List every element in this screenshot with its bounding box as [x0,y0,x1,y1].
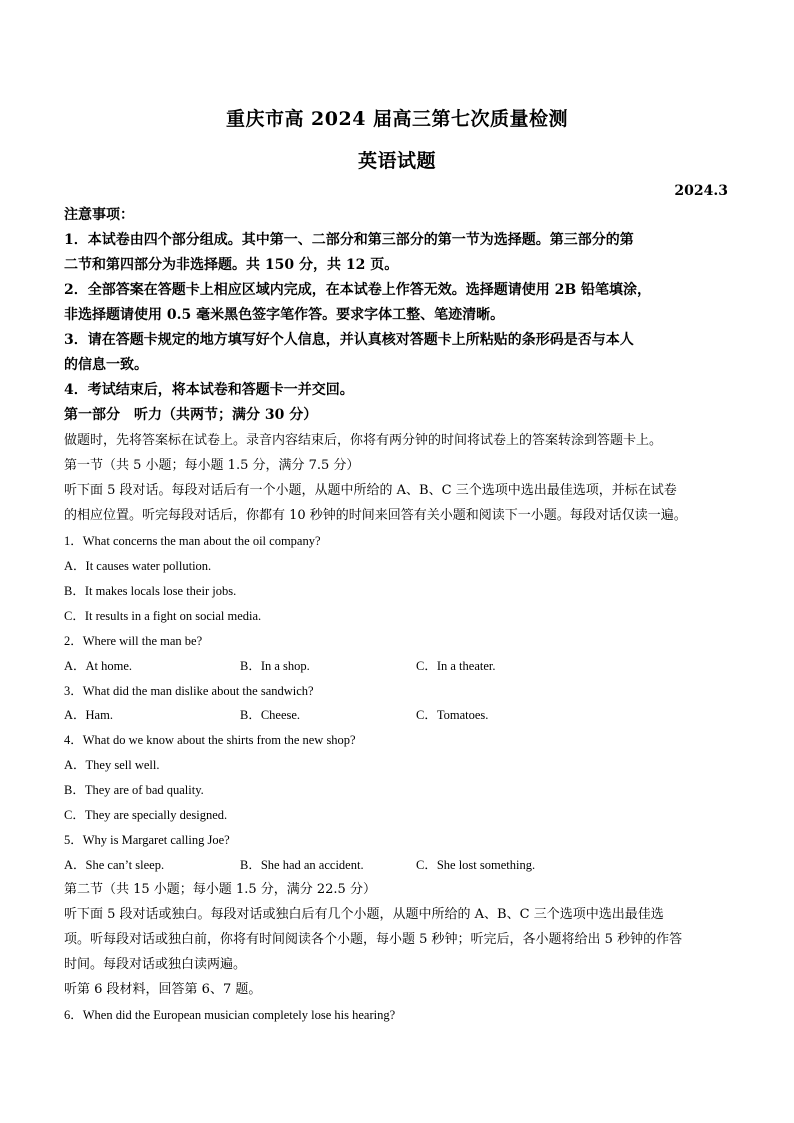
exam-title: 重庆市高 2024 届高三第七次质量检测 [225,108,569,130]
section2-instruction: 时间。每段对话或独白读两遍。 [64,957,247,972]
material-6-note: 听第 6 段材料，回答第 6、7 题。 [64,982,262,997]
notice-line: 的信息一致。 [64,357,148,373]
notice-line: 非选择题请使用 0.5 毫米黑色签字笔作答。要求字体工整、笔迹清晰。 [64,307,505,323]
q1-option-a: A．It causes water pollution. [64,559,212,573]
q4-option-b: B．They are of bad quality. [64,783,204,797]
section2-instruction: 听下面 5 段对话或独白。每段对话或独白后有几个小题，从题中所给的 A、B、C 三个选项中选出最佳选 [64,907,664,922]
question-5: 5．Why is Margaret calling Joe? [64,833,230,847]
question-1: 1．What concerns the man about the oil company? [64,534,321,548]
part1-intro: 做题时，先将答案标在试卷上。录音内容结束后，你将有两分钟的时间将试卷上的答案转涂到答题卡上。 [64,433,663,448]
q3-option-c: C．Tomatoes. [416,708,489,722]
question-4: 4．What do we know about the shirts from the new shop? [64,733,356,747]
q5-option-b: B．She had an accident. [240,858,364,872]
q2-option-c: C．In a theater. [416,659,496,673]
notice-line: 4．考试结束后，将本试卷和答题卡一并交回。 [64,382,354,398]
q5-option-c: C．She lost something. [416,858,536,872]
section1-heading: 第一节（共 5 小题；每小题 1.5 分，满分 7.5 分） [64,458,360,473]
question-3: 3．What did the man dislike about the sandwich? [64,684,314,698]
q1-option-c: C．It results in a fight on social media. [64,609,262,623]
question-6: 6．When did the European musician completely lose his hearing? [64,1008,396,1022]
q1-option-b: B．It makes locals lose their jobs. [64,584,237,598]
part1-heading: 第一部分 听力（共两节；满分 30 分） [64,407,318,423]
q4-option-a: A．They sell well. [64,758,160,772]
notice-heading: 注意事项： [64,207,134,223]
section2-heading: 第二节（共 15 小题；每小题 1.5 分，满分 22.5 分） [64,882,376,897]
q5-option-a: A．She can’t sleep. [64,858,165,872]
notice-line: 1．本试卷由四个部分组成。其中第一、二部分和第三部分的第一节为选择题。第三部分的第 [64,232,634,248]
exam-date: 2024.3 [674,183,728,199]
section1-instruction: 的相应位置。听完每段对话后，你都有 10 秒钟的时间来回答有关小题和阅读下一小题。每段对话仅读一遍。 [64,508,687,523]
exam-subject: 英语试题 [357,150,436,172]
notice-line: 二节和第四部分为非选择题。共 150 分，共 12 页。 [64,257,399,273]
q2-option-b: B．In a shop. [240,659,310,673]
q3-option-a: A．Ham. [64,708,113,722]
q3-option-b: B．Cheese. [240,708,301,722]
section2-instruction: 项。听每段对话或独白前，你将有时间阅读各个小题，每小题 5 秒钟；听完后，各小题将给出 5 秒钟的作答 [64,932,683,947]
q2-option-a: A．At home. [64,659,133,673]
q4-option-c: C．They are specially designed. [64,808,228,822]
question-2: 2．Where will the man be? [64,634,203,648]
section1-instruction: 听下面 5 段对话。每段对话后有一个小题，从题中所给的 A、B、C 三个选项中选出最佳选项，并标在试卷 [64,483,677,498]
notice-line: 3．请在答题卡规定的地方填写好个人信息，并认真核对答题卡上所粘贴的条形码是否与本人 [64,332,634,348]
notice-line: 2．全部答案在答题卡上相应区域内完成，在本试卷上作答无效。选择题请使用 2B 铅笔填涂， [64,282,652,298]
